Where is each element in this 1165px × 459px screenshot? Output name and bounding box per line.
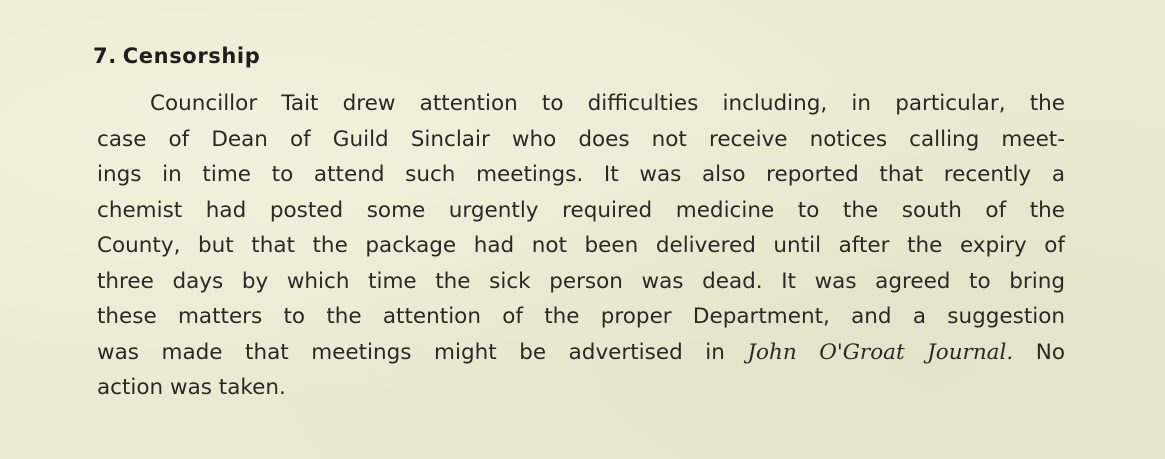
section-heading xyxy=(93,44,260,68)
paragraph-line: action was taken. xyxy=(97,375,286,400)
paragraph-line: these matters to the attention of the proper Department, and a suggestion xyxy=(97,304,1065,329)
section-number: 7. xyxy=(93,44,117,68)
body-paragraph xyxy=(97,86,1065,406)
paragraph-line: County, but that the package had not been delivered until after the expiry of xyxy=(97,233,1065,258)
paragraph-line-with-journal xyxy=(97,335,1065,371)
paragraph-line: three days by which time the sick person was dead. It was agreed to bring xyxy=(97,268,1065,294)
line-text-after-journal: No xyxy=(1035,339,1065,365)
paragraph-line: ings in time to attend such meetings. It was also reported that recently a xyxy=(97,162,1065,187)
section-title: Censorship xyxy=(122,44,261,68)
paragraph-line: case of Dean of Guild Sinclair who does not receive notices calling meet- xyxy=(97,126,1065,152)
line-text-before-journal: was made that meetings might be advertised in xyxy=(97,339,725,365)
paragraph-line: chemist had posted some urgently required medicine to the south of the xyxy=(97,197,1065,223)
journal-title: John O'Groat Journal. xyxy=(747,339,1014,365)
paragraph-line: Councillor Tait drew attention to difficulties including, in particular, the xyxy=(150,91,1065,116)
